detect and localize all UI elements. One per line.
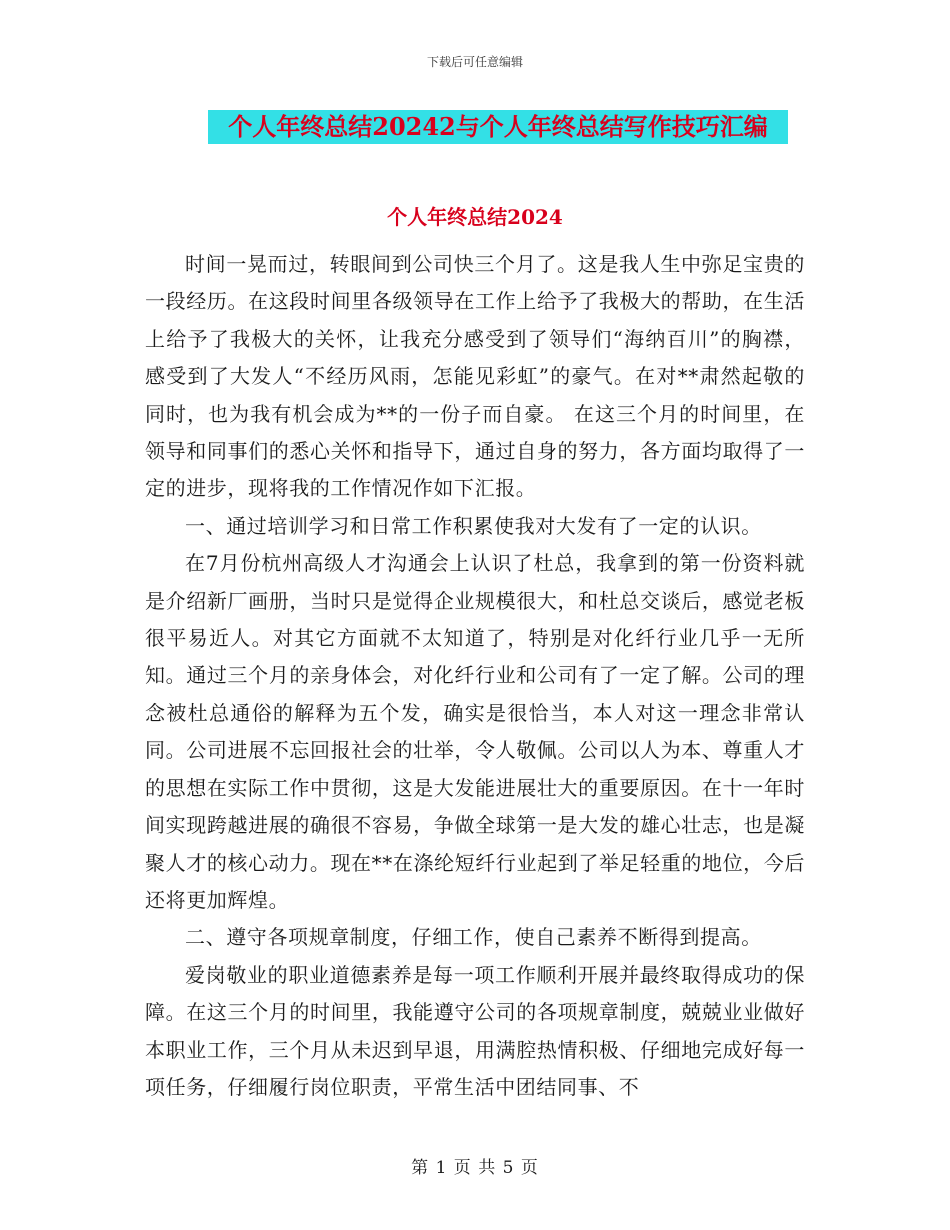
document-title: 个人年终总结20242与个人年终总结写作技巧汇编	[208, 110, 788, 144]
paragraph-heading-1: 一、通过培训学习和日常工作积累使我对大发有了一定的认识。	[185, 513, 762, 538]
document-body	[145, 246, 805, 1106]
page-footer: 第 1 页 共 5 页	[411, 1158, 539, 1178]
paragraph-work-ethic: 爱岗敬业的职业道德素养是每一项工作顺利开展并最终取得成功的保障。在这三个月的时间里，我能遵守公司的各项规章制度，兢兢业业做好本职业工作，三个月从未迟到早退，用满腔热情积极、仔细地完成好每一项任务，仔细履行岗位职责，平常生活中团结同事、不	[145, 962, 805, 1099]
paragraph-intro: 时间一晃而过，转眼间到公司快三个月了。这是我人生中弥足宝贵的一段经历。在这段时间里各级领导在工作上给予了我极大的帮助，在生活上给予了我极大的关怀，让我充分感受到了领导们“海纳百川”的胸襟，感受到了大发人“不经历风雨，怎能见彩虹”的豪气。在对**肃然起敬的同时，也为我有机会成为**的一份子而自豪。 在这三个月的时间里，在领导和同事们的悉心关怀和指导下，通过自身的努力，各方面均取得了一定的进步，现将我的工作情况作如下汇报。	[145, 252, 805, 501]
header-note: 下载后可任意编辑	[426, 55, 523, 69]
paragraph-company-understanding: 在7月份杭州高级人才沟通会上认识了杜总，我拿到的第一份资料就是介绍新厂画册，当时只是觉得企业规模很大，和杜总交谈后，感觉老板很平易近人。对其它方面就不太知道了，特别是对化纤行业几乎一无所知。通过三个月的亲身体会，对化纤行业和公司有了一定了解。公司的理念被杜总通俗的解释为五个发，确实是很恰当，本人对这一理念非常认同。公司进展不忘回报社会的壮举，令人敬佩。公司以人为本、尊重人才的思想在实际工作中贯彻，这是大发能进展壮大的重要原因。在十一年时间实现跨越进展的确很不容易，争做全球第一是大发的雄心壮志，也是凝聚人才的核心动力。现在**在涤纶短纤行业起到了举足轻重的地位，今后还将更加辉煌。	[145, 551, 805, 912]
paragraph-heading-2: 二、遵守各项规章制度，仔细工作，使自己素养不断得到提高。	[185, 925, 762, 950]
section-title: 个人年终总结2024	[387, 205, 563, 229]
